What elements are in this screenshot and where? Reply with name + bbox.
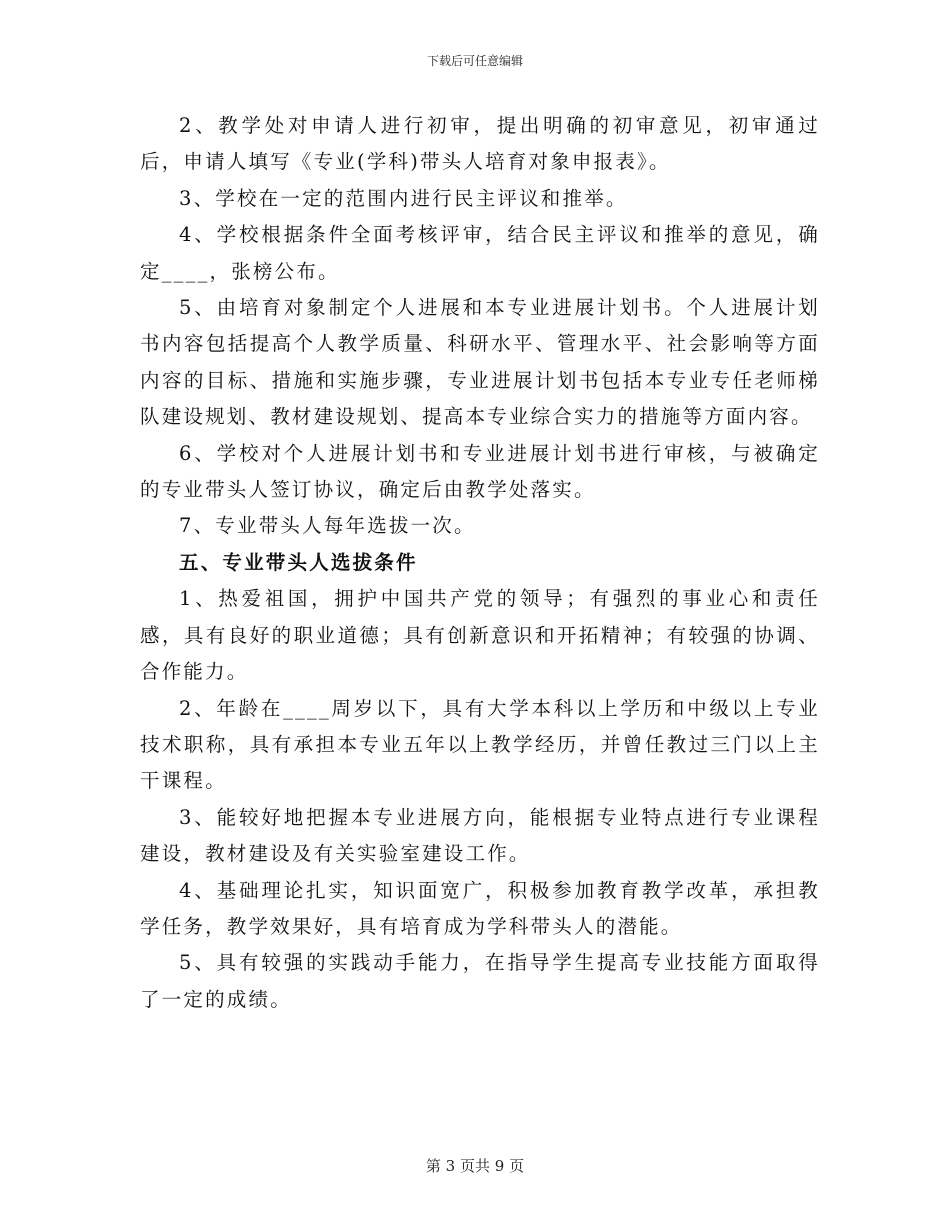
paragraph-condition-1: 1、热爱祖国，拥护中国共产党的领导；有强烈的事业心和责任感，具有良好的职业道德；具有创新意识和开拓精神；有较强的协调、合作能力。	[140, 587, 820, 684]
paragraph-step-7: 7、专业带头人每年选拔一次。	[179, 514, 476, 538]
paragraph-condition-5: 5、具有较强的实践动手能力，在指导学生提高专业技能方面取得了一定的成绩。	[140, 951, 820, 1011]
paragraph-step-6: 6、学校对个人进展计划书和专业进展计划书进行审核，与被确定的专业带头人签订协议，确定后由教学处落实。	[140, 441, 820, 502]
page-header: 下载后可任意编辑	[426, 54, 523, 68]
document-body	[140, 108, 820, 1018]
section-heading: 五、专业带头人选拔条件	[179, 550, 418, 574]
paragraph-step-4: 4、学校根据条件全面考核评审，结合民主评议和推举的意见，确定____，张榜公布。	[140, 223, 820, 283]
paragraph-step-5: 5、由培育对象制定个人进展和本专业进展计划书。个人进展计划书内容包括提高个人教学质量、科研水平、管理水平、社会影响等方面内容的目标、措施和实施步骤，专业进展计划书包括本专业专任老师梯队建设规划、教材建设规划、提高本专业综合实力的措施等方面内容。	[140, 296, 820, 429]
paragraph-condition-3: 3、能较好地把握本专业进展方向，能根据专业特点进行专业课程建设，教材建设及有关实验室建设工作。	[140, 805, 820, 866]
paragraph-condition-4: 4、基础理论扎实，知识面宽广，积极参加教育教学改革，承担教学任务，教学效果好，具有培育成为学科带头人的潜能。	[140, 878, 820, 938]
paragraph-step-3: 3、学校在一定的范围内进行民主评议和推举。	[179, 186, 628, 210]
page-footer: 第 3 页共 9 页	[425, 1157, 525, 1175]
paragraph-condition-2: 2、年龄在____周岁以下，具有大学本科以上学历和中级以上专业技术职称，具有承担本专业五年以上教学经历，并曾任教过三门以上主干课程。	[140, 696, 820, 793]
paragraph-step-2: 2、教学处对申请人进行初审，提出明确的初审意见，初审通过后，申请人填写《专业(学科)带头人培育对象申报表》。	[140, 114, 820, 174]
